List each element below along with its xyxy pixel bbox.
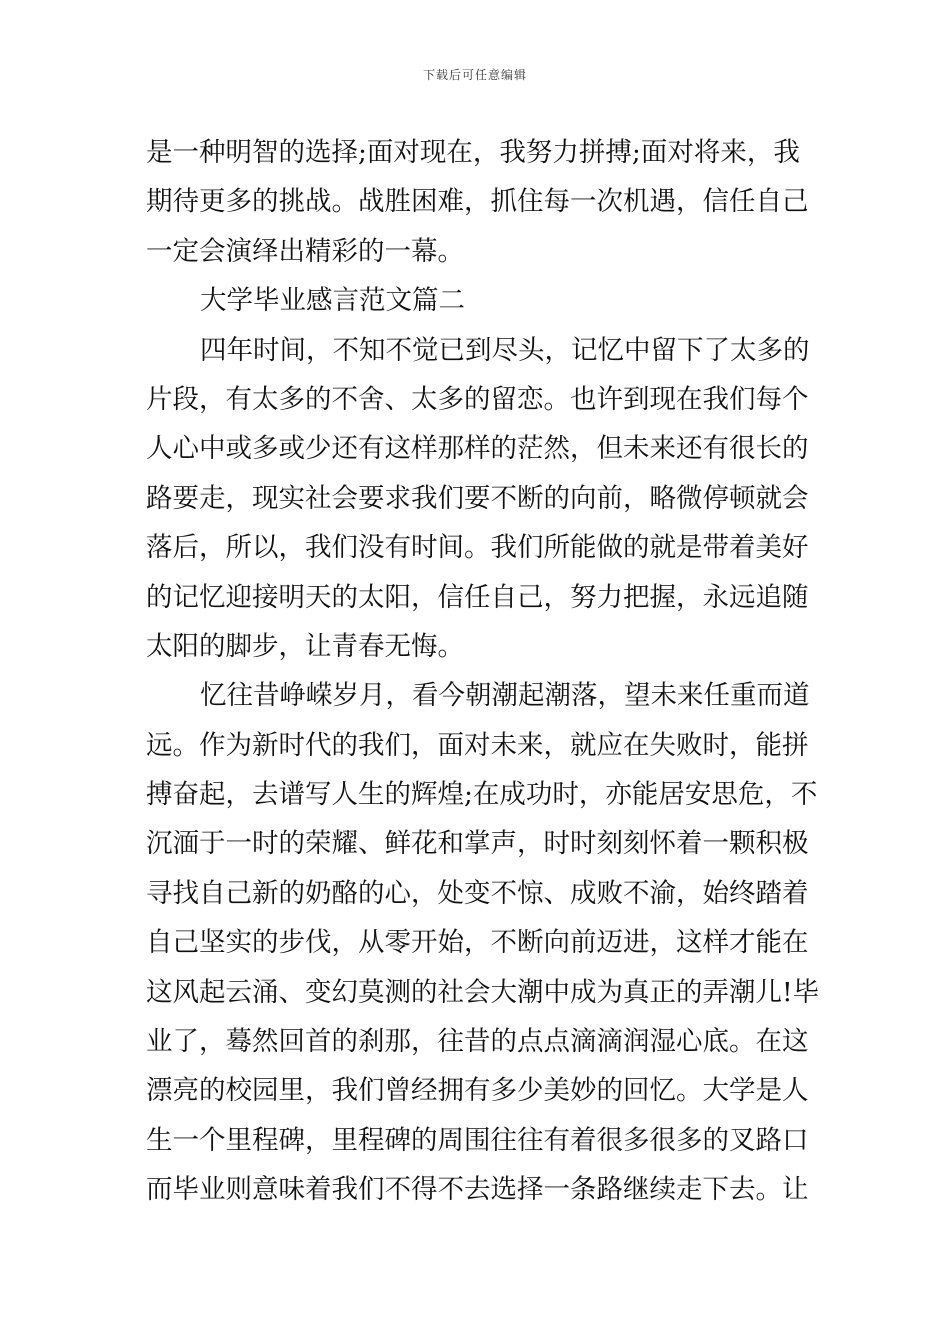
- text-line: 是一种明智的选择;面对现在，我努力拼搏;面对将来，我: [146, 137, 800, 168]
- text-line: 路要走，现实社会要求我们要不断的向前，略微停顿就会: [146, 482, 809, 514]
- text-line: 人心中或多或少还有这样那样的茫然，但未来还有很长的: [146, 433, 809, 465]
- text-line: 远。作为新时代的我们，面对未来，就应在失败时，能拼: [146, 729, 809, 761]
- text-line: 漂亮的校园里，我们曾经拥有多少美妙的回忆。大学是人: [146, 1075, 809, 1107]
- document-body: [146, 128, 820, 1215]
- text-line: 期待更多的挑战。战胜困难，抓住每一次机遇，信任自己: [146, 186, 809, 218]
- text-line: 寻找自己新的奶酪的心，处变不惊、成败不渝，始终踏着: [146, 877, 809, 909]
- text-line: 自己坚实的步伐，从零开始，不断向前迈进，这样才能在: [146, 927, 809, 959]
- text-line: 沉湎于一时的荣耀、鲜花和掌声，时时刻刻怀着一颗积极: [146, 828, 809, 860]
- text-line: 生一个里程碑，里程碑的周围往往有着很多很多的叉路口: [146, 1124, 809, 1156]
- text-line: 四年时间，不知不觉已到尽头，记忆中留下了太多的: [200, 334, 810, 366]
- text-line: 业了，蓦然回首的刹那，往昔的点点滴滴润湿心底。在这: [146, 1026, 809, 1058]
- section-heading: 大学毕业感言范文篇二: [200, 285, 465, 317]
- text-line: 太阳的脚步，让青春无悔。: [146, 630, 464, 662]
- page-header: 下载后可任意编辑: [422, 68, 527, 82]
- text-line: 而毕业则意味着我们不得不去选择一条路继续走下去。让: [146, 1174, 809, 1206]
- text-line: 忆往昔峥嵘岁月，看今朝潮起潮落，望未来任重而道: [200, 680, 810, 712]
- text-line: 搏奋起，去谱写人生的辉煌;在成功时，亦能居安思危，不: [146, 779, 818, 811]
- text-line: 落后，所以，我们没有时间。我们所能做的就是带着美好: [146, 532, 809, 564]
- text-line: 一定会演绎出精彩的一幕。: [146, 235, 464, 267]
- text-line: 这风起云涌、变幻莫测的社会大潮中成为真正的弄潮儿!毕: [146, 976, 820, 1008]
- text-line: 的记忆迎接明天的太阳，信任自己，努力把握，永远追随: [146, 581, 809, 613]
- text-line: 片段，有太多的不舍、太多的留恋。也许到现在我们每个: [146, 383, 809, 415]
